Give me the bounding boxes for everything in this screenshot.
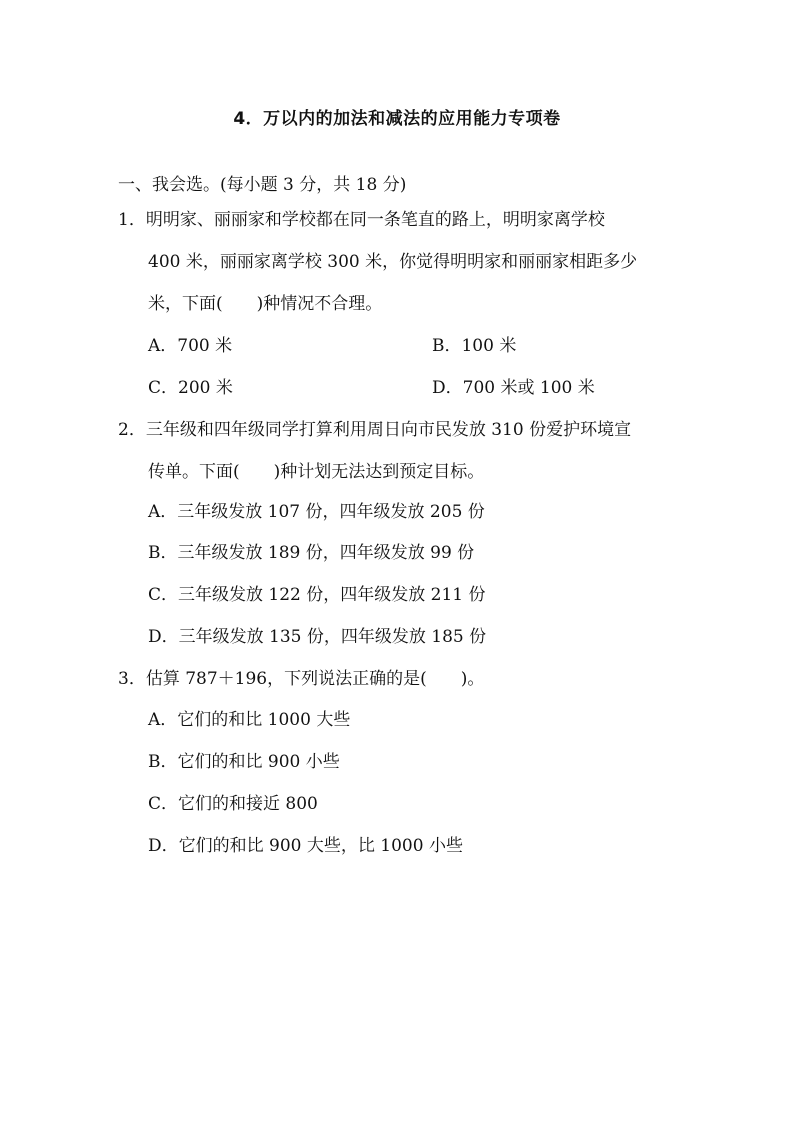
question-3-option-b[interactable]: B．它们的和比 900 小些 xyxy=(148,752,340,772)
question-1-line-1: 1．明明家、丽丽家和学校都在同一条笔直的路上，明明家离学校 xyxy=(118,210,605,230)
question-3-option-c[interactable]: C．它们的和接近 800 xyxy=(148,794,318,814)
question-1-option-b[interactable]: B．100 米 xyxy=(432,336,517,356)
question-3-option-a[interactable]: A．它们的和比 1000 大些 xyxy=(148,710,351,730)
section-heading: 一、我会选。(每小题 3 分，共 18 分) xyxy=(118,175,407,195)
worksheet-title: 4．万以内的加法和减法的应用能力专项卷 xyxy=(233,109,561,129)
question-2-option-d[interactable]: D．三年级发放 135 份，四年级发放 185 份 xyxy=(148,627,487,647)
question-2-option-a[interactable]: A．三年级发放 107 份，四年级发放 205 份 xyxy=(148,502,485,522)
question-1-line-3: 米，下面( )种情况不合理。 xyxy=(148,294,383,314)
question-3-line-1: 3．估算 787＋196，下列说法正确的是( )。 xyxy=(118,669,485,689)
question-1-line-2: 400 米，丽丽家离学校 300 米，你觉得明明家和丽丽家相距多少 xyxy=(148,252,638,272)
question-1-option-d[interactable]: D．700 米或 100 米 xyxy=(432,378,595,398)
question-1-option-c[interactable]: C．200 米 xyxy=(148,378,233,398)
question-3-option-d[interactable]: D．它们的和比 900 大些，比 1000 小些 xyxy=(148,836,463,856)
question-2-option-c[interactable]: C．三年级发放 122 份，四年级发放 211 份 xyxy=(148,585,486,605)
question-2-line-2: 传单。下面( )种计划无法达到预定目标。 xyxy=(148,462,485,482)
question-1-option-a[interactable]: A．700 米 xyxy=(148,336,233,356)
question-2-option-b[interactable]: B．三年级发放 189 份，四年级发放 99 份 xyxy=(148,543,475,563)
question-2-line-1: 2．三年级和四年级同学打算利用周日向市民发放 310 份爱护环境宣 xyxy=(118,420,632,440)
